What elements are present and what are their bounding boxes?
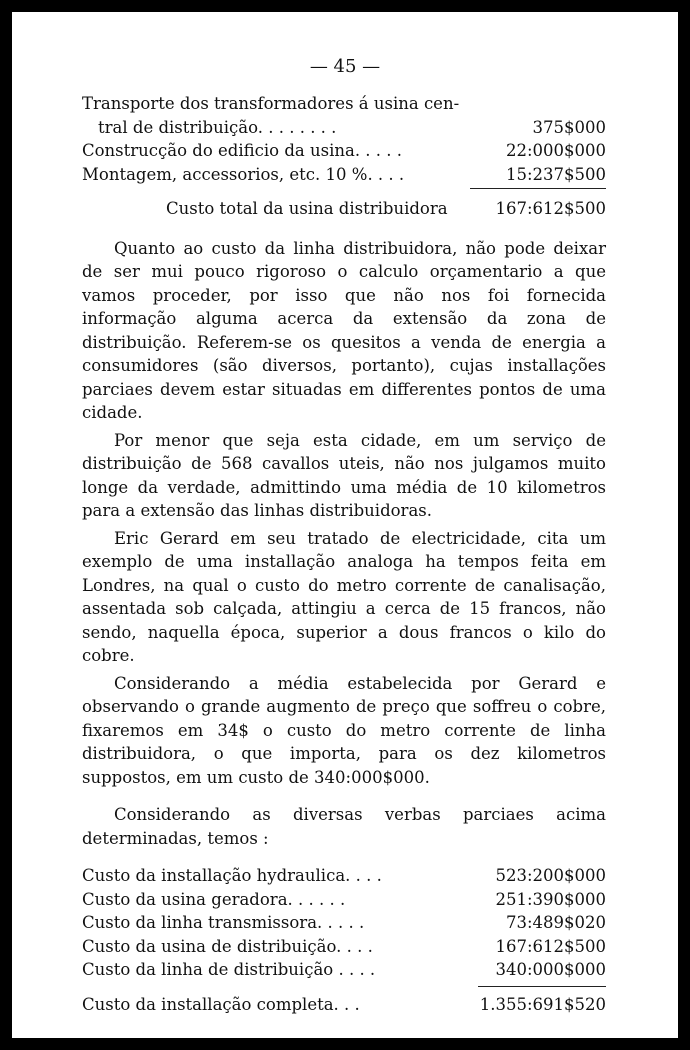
budget-row xyxy=(82,139,606,163)
budget-table xyxy=(82,92,606,221)
summary-row xyxy=(82,958,606,982)
paragraph: Considerando as diversas verbas parciaes acima determinadas, temos : xyxy=(82,805,606,848)
budget-total-value: 167:612$500 xyxy=(495,199,606,218)
paragraph: Considerando a média estabelecida por Gerard e observando o grande augmento de preço que soffreu o cobre, fixaremos em 34$ o custo do metro corrente de linha distribuidora, o que importa, para os dez kilometros suppostos, em um custo de 340:000$000. xyxy=(82,673,606,787)
budget-row xyxy=(82,116,606,140)
summary-row xyxy=(82,888,606,912)
sum-rule xyxy=(478,986,606,987)
summary-row xyxy=(82,911,606,935)
summary-row xyxy=(82,935,606,959)
page-content xyxy=(82,92,606,1016)
summary-total-label: Custo da installação completa. . . xyxy=(82,994,360,1014)
summary-item-value: 523:200$000 xyxy=(495,866,606,885)
summary-item-value: 340:000$000 xyxy=(495,960,606,979)
summary-item-label: Custo da usina de distribuição. . . . xyxy=(82,936,373,956)
summary-total-value: 1.355:691$520 xyxy=(479,994,606,1014)
paragraph: Eric Gerard em seu tratado de electricidade, cita um exemplo de uma installação analoga ha tempos feita em Londres, na qual o custo do metro corrente de canalisação, assentada sob calçada, attingiu a cerca de 15 francos, não sendo, naquella época, superior a dous francos o kilo do cobre. xyxy=(82,528,606,665)
summary-row xyxy=(82,864,606,888)
budget-item-value: 375$000 xyxy=(532,117,606,137)
budget-item-value: 22:000$000 xyxy=(505,141,606,160)
budget-item-label: Montagem, accessorios, etc. 10 %. . . . xyxy=(82,164,405,184)
summary-item-label: Custo da installação hydraulica. . . . xyxy=(82,866,382,885)
page-number: — 45 — xyxy=(309,56,381,77)
budget-item-value: 15:237$500 xyxy=(505,164,606,184)
summary-item-value: 73:489$020 xyxy=(505,913,606,932)
summary-item-label: Custo da linha de distribuição . . . . xyxy=(82,960,376,979)
document-page xyxy=(12,12,678,1038)
budget-row xyxy=(82,92,606,116)
paragraph: Por menor que seja esta cidade, em um serviço de distribuição de 568 cavallos uteis, não nos julgamos muito longe da verdade, admittindo uma média de 10 kilometros para a extensão das linhas distribuidoras. xyxy=(82,430,606,520)
sum-rule xyxy=(470,188,606,189)
body-text xyxy=(82,237,606,851)
budget-row xyxy=(82,163,606,187)
summary-item-value: 251:390$000 xyxy=(495,889,606,909)
budget-item-label: Construcção do edificio da usina. . . . . xyxy=(82,141,403,160)
paragraph: Quanto ao custo da linha distribuidora, não pode deixar de ser mui pouco rigoroso o calculo orçamentario a que vamos proceder, por isso que não nos foi fornecida informação alguma acerca da extensão da zona de distribuição. Referem-se os quesitos a venda de energia a consumidores (são diversos, portanto), cujas installações parciaes devem estar situadas em differentes pontos de uma cidade. xyxy=(82,238,606,422)
summary-table xyxy=(82,864,606,1016)
summary-item-label: Custo da linha transmissora. . . . . xyxy=(82,913,365,932)
summary-item-value: 167:612$500 xyxy=(495,936,606,956)
summary-item-label: Custo da usina geradora. . . . . . xyxy=(82,889,346,909)
budget-item-label: Transporte dos transformadores á usina cen- xyxy=(82,94,460,113)
budget-item-label-cont: tral de distribuição. . . . . . . . xyxy=(98,117,337,137)
budget-total-row xyxy=(82,197,606,221)
summary-total-row xyxy=(82,993,606,1017)
budget-total-label: Custo total da usina distribuidora xyxy=(166,199,448,218)
